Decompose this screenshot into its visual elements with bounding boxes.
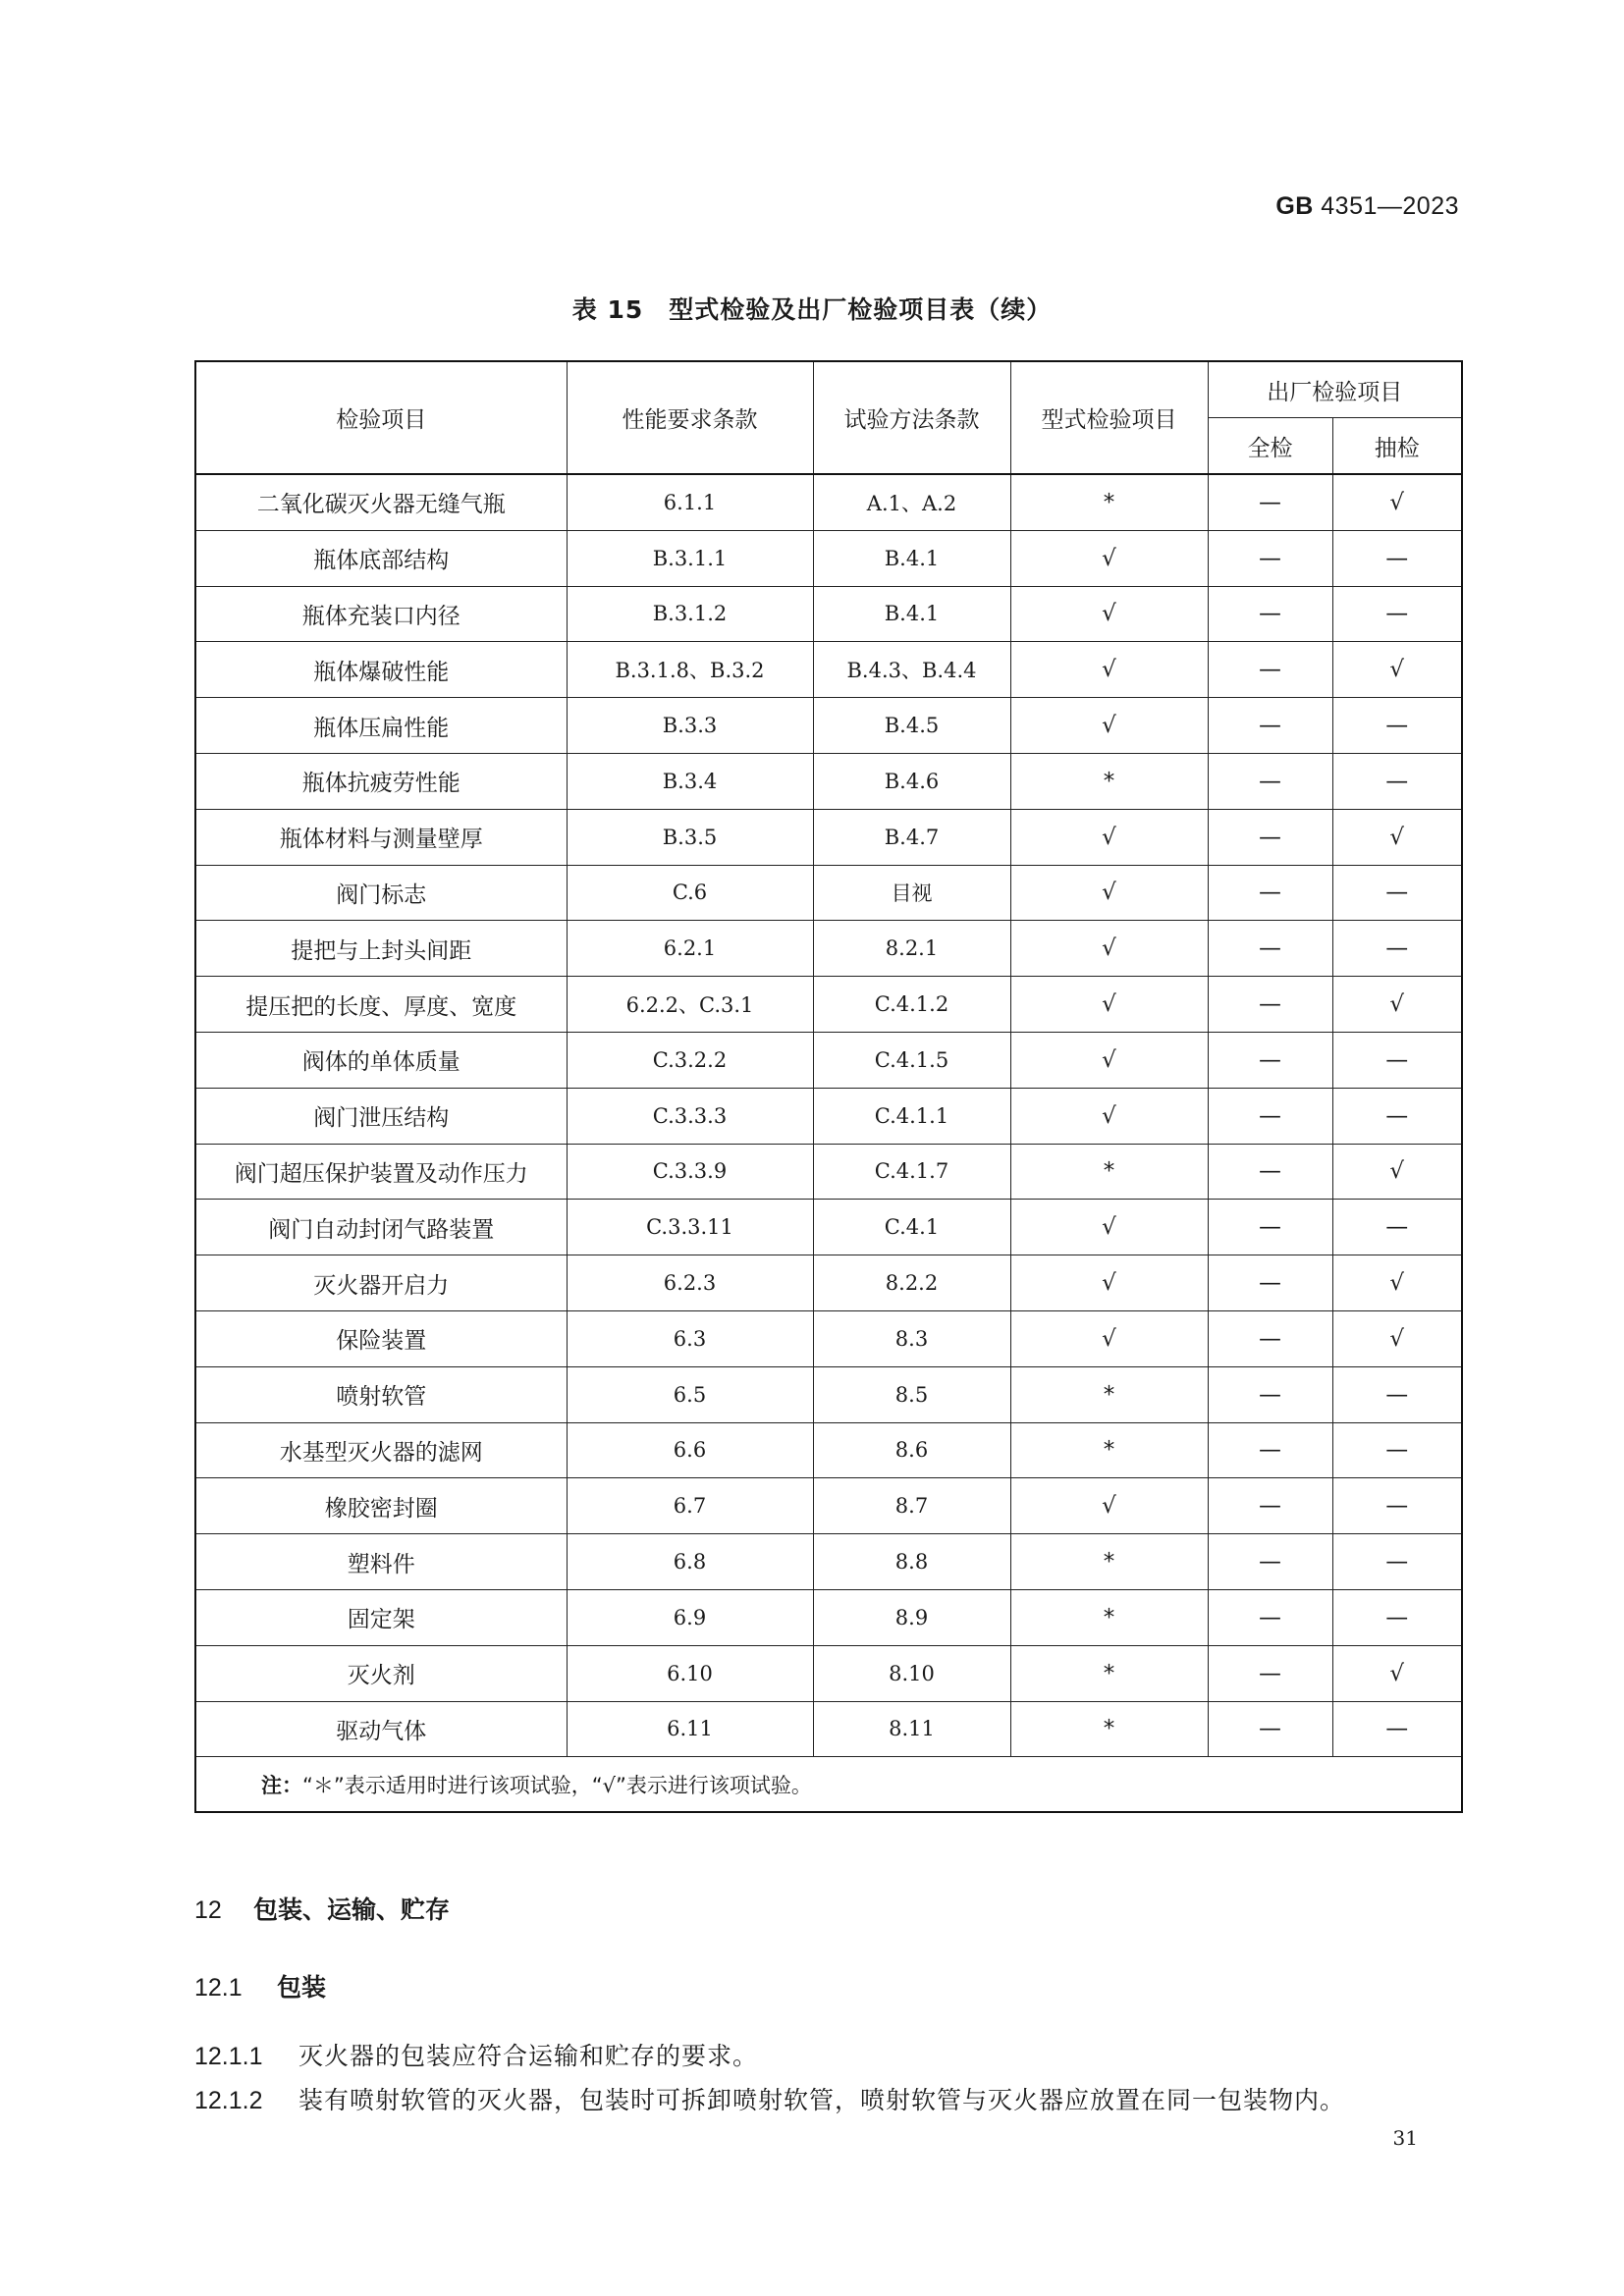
cell-full-check: — xyxy=(1208,1422,1332,1478)
cell-inspection-item: 驱动气体 xyxy=(195,1701,567,1757)
clause-text: 装有喷射软管的灭火器，包装时可拆卸喷射软管，喷射软管与灭火器应放置在同一包装物内。 xyxy=(298,2086,1346,2114)
cell-inspection-item: 提压把的长度、厚度、宽度 xyxy=(195,977,567,1033)
cell-type-test: * xyxy=(1010,753,1208,809)
cell-test-method-clause: C.4.1.1 xyxy=(813,1088,1010,1144)
cell-type-test: * xyxy=(1010,1534,1208,1590)
cell-sample-check: — xyxy=(1332,865,1462,921)
table-row xyxy=(195,865,1462,921)
cell-full-check: — xyxy=(1208,1200,1332,1255)
cell-inspection-item: 提把与上封头间距 xyxy=(195,921,567,977)
cell-full-check: — xyxy=(1208,1589,1332,1645)
cell-test-method-clause: 8.11 xyxy=(813,1701,1010,1757)
table-row xyxy=(195,1310,1462,1366)
table-row xyxy=(195,1088,1462,1144)
cell-inspection-item: 瓶体抗疲劳性能 xyxy=(195,753,567,809)
cell-test-method-clause: B.4.5 xyxy=(813,698,1010,754)
note-text: “＊”表示适用时进行该项试验，“√”表示进行该项试验。 xyxy=(302,1773,812,1797)
cell-test-method-clause: 目视 xyxy=(813,865,1010,921)
cell-sample-check: — xyxy=(1332,753,1462,809)
cell-full-check: — xyxy=(1208,1534,1332,1590)
header-performance-clause: 性能要求条款 xyxy=(567,361,813,474)
cell-full-check: — xyxy=(1208,586,1332,642)
cell-performance-clause: 6.2.2、C.3.1 xyxy=(567,977,813,1033)
cell-sample-check: — xyxy=(1332,530,1462,586)
cell-sample-check: — xyxy=(1332,1589,1462,1645)
cell-inspection-item: 瓶体材料与测量壁厚 xyxy=(195,809,567,865)
table-note xyxy=(195,1757,1462,1813)
table-row xyxy=(195,642,1462,698)
cell-full-check: — xyxy=(1208,1366,1332,1422)
cell-inspection-item: 塑料件 xyxy=(195,1534,567,1590)
cell-type-test: * xyxy=(1010,474,1208,530)
cell-performance-clause: C.3.3.11 xyxy=(567,1200,813,1255)
cell-test-method-clause: C.4.1 xyxy=(813,1200,1010,1255)
cell-performance-clause: B.3.4 xyxy=(567,753,813,809)
cell-type-test: * xyxy=(1010,1422,1208,1478)
cell-performance-clause: B.3.3 xyxy=(567,698,813,754)
cell-performance-clause: 6.5 xyxy=(567,1366,813,1422)
cell-full-check: — xyxy=(1208,1088,1332,1144)
cell-sample-check: √ xyxy=(1332,642,1462,698)
table-row xyxy=(195,1534,1462,1590)
cell-performance-clause: B.3.5 xyxy=(567,809,813,865)
cell-performance-clause: 6.1.1 xyxy=(567,474,813,530)
cell-sample-check: — xyxy=(1332,1478,1462,1534)
cell-type-test: √ xyxy=(1010,1310,1208,1366)
table-row xyxy=(195,474,1462,530)
cell-sample-check: — xyxy=(1332,586,1462,642)
cell-sample-check: √ xyxy=(1332,1310,1462,1366)
clause-12-1-1 xyxy=(194,2037,758,2072)
cell-full-check: — xyxy=(1208,530,1332,586)
cell-test-method-clause: 8.3 xyxy=(813,1310,1010,1366)
section-number: 12.1 xyxy=(194,1974,243,2002)
cell-sample-check: — xyxy=(1332,1701,1462,1757)
cell-sample-check: √ xyxy=(1332,1144,1462,1200)
section-number: 12 xyxy=(194,1896,222,1924)
cell-full-check: — xyxy=(1208,1478,1332,1534)
cell-full-check: — xyxy=(1208,1255,1332,1311)
cell-full-check: — xyxy=(1208,865,1332,921)
cell-performance-clause: 6.3 xyxy=(567,1310,813,1366)
cell-full-check: — xyxy=(1208,1701,1332,1757)
cell-performance-clause: B.3.1.1 xyxy=(567,530,813,586)
cell-test-method-clause: C.4.1.2 xyxy=(813,977,1010,1033)
header-sample-check: 抽检 xyxy=(1332,418,1462,475)
header-test-method-clause: 试验方法条款 xyxy=(813,361,1010,474)
cell-test-method-clause: C.4.1.7 xyxy=(813,1144,1010,1200)
cell-performance-clause: 6.11 xyxy=(567,1701,813,1757)
cell-performance-clause: C.3.3.3 xyxy=(567,1088,813,1144)
cell-inspection-item: 二氧化碳灭火器无缝气瓶 xyxy=(195,474,567,530)
note-label: 注： xyxy=(261,1773,302,1797)
cell-inspection-item: 阀门泄压结构 xyxy=(195,1088,567,1144)
cell-test-method-clause: 8.6 xyxy=(813,1422,1010,1478)
page-number: 31 xyxy=(1392,2126,1418,2150)
cell-type-test: √ xyxy=(1010,1032,1208,1088)
cell-inspection-item: 灭火器开启力 xyxy=(195,1255,567,1311)
table-row xyxy=(195,809,1462,865)
section-12-1-heading xyxy=(194,1968,326,2003)
cell-test-method-clause: 8.9 xyxy=(813,1589,1010,1645)
cell-full-check: — xyxy=(1208,698,1332,754)
cell-performance-clause: 6.2.3 xyxy=(567,1255,813,1311)
cell-sample-check: — xyxy=(1332,1422,1462,1478)
cell-performance-clause: 6.6 xyxy=(567,1422,813,1478)
cell-full-check: — xyxy=(1208,1144,1332,1200)
clause-12-1-2 xyxy=(194,2081,1345,2116)
cell-test-method-clause: B.4.1 xyxy=(813,530,1010,586)
cell-type-test: √ xyxy=(1010,865,1208,921)
cell-sample-check: √ xyxy=(1332,977,1462,1033)
cell-type-test: * xyxy=(1010,1645,1208,1701)
cell-inspection-item: 水基型灭火器的滤网 xyxy=(195,1422,567,1478)
section-title: 包装 xyxy=(277,1973,327,2002)
cell-sample-check: — xyxy=(1332,1534,1462,1590)
cell-performance-clause: 6.2.1 xyxy=(567,921,813,977)
table-row xyxy=(195,921,1462,977)
cell-inspection-item: 瓶体底部结构 xyxy=(195,530,567,586)
cell-performance-clause: C.6 xyxy=(567,865,813,921)
cell-sample-check: — xyxy=(1332,1088,1462,1144)
cell-inspection-item: 阀门自动封闭气路装置 xyxy=(195,1200,567,1255)
cell-performance-clause: C.3.3.9 xyxy=(567,1144,813,1200)
table-row xyxy=(195,1645,1462,1701)
cell-test-method-clause: C.4.1.5 xyxy=(813,1032,1010,1088)
cell-type-test: √ xyxy=(1010,977,1208,1033)
cell-inspection-item: 瓶体压扁性能 xyxy=(195,698,567,754)
cell-type-test: √ xyxy=(1010,1200,1208,1255)
table-row xyxy=(195,530,1462,586)
table-row xyxy=(195,1701,1462,1757)
section-12-heading xyxy=(194,1891,450,1926)
cell-full-check: — xyxy=(1208,809,1332,865)
cell-full-check: — xyxy=(1208,977,1332,1033)
cell-test-method-clause: B.4.6 xyxy=(813,753,1010,809)
cell-type-test: √ xyxy=(1010,1478,1208,1534)
standard-code: 4351—2023 xyxy=(1321,192,1459,220)
cell-test-method-clause: 8.5 xyxy=(813,1366,1010,1422)
cell-type-test: * xyxy=(1010,1144,1208,1200)
cell-test-method-clause: B.4.7 xyxy=(813,809,1010,865)
cell-performance-clause: B.3.1.2 xyxy=(567,586,813,642)
cell-test-method-clause: B.4.3、B.4.4 xyxy=(813,642,1010,698)
header-factory-test: 出厂检验项目 xyxy=(1208,361,1462,418)
cell-test-method-clause: 8.2.1 xyxy=(813,921,1010,977)
cell-type-test: √ xyxy=(1010,1255,1208,1311)
cell-sample-check: √ xyxy=(1332,809,1462,865)
cell-type-test: √ xyxy=(1010,530,1208,586)
cell-full-check: — xyxy=(1208,642,1332,698)
cell-inspection-item: 橡胶密封圈 xyxy=(195,1478,567,1534)
cell-inspection-item: 阀体的单体质量 xyxy=(195,1032,567,1088)
cell-test-method-clause: A.1、A.2 xyxy=(813,474,1010,530)
cell-type-test: √ xyxy=(1010,1088,1208,1144)
cell-full-check: — xyxy=(1208,1310,1332,1366)
cell-type-test: √ xyxy=(1010,642,1208,698)
cell-test-method-clause: 8.10 xyxy=(813,1645,1010,1701)
cell-sample-check: √ xyxy=(1332,1255,1462,1311)
cell-type-test: * xyxy=(1010,1366,1208,1422)
table-row xyxy=(195,977,1462,1033)
cell-test-method-clause: 8.2.2 xyxy=(813,1255,1010,1311)
clause-number: 12.1.1 xyxy=(194,2043,263,2070)
cell-inspection-item: 阀门标志 xyxy=(195,865,567,921)
cell-sample-check: √ xyxy=(1332,1645,1462,1701)
cell-full-check: — xyxy=(1208,474,1332,530)
table-row xyxy=(195,1032,1462,1088)
cell-performance-clause: 6.7 xyxy=(567,1478,813,1534)
table-row xyxy=(195,753,1462,809)
cell-performance-clause: C.3.2.2 xyxy=(567,1032,813,1088)
cell-performance-clause: 6.9 xyxy=(567,1589,813,1645)
cell-sample-check: — xyxy=(1332,1032,1462,1088)
clause-number: 12.1.2 xyxy=(194,2087,263,2114)
header-full-check: 全检 xyxy=(1208,418,1332,475)
cell-inspection-item: 喷射软管 xyxy=(195,1366,567,1422)
cell-full-check: — xyxy=(1208,1032,1332,1088)
cell-test-method-clause: 8.8 xyxy=(813,1534,1010,1590)
standard-number xyxy=(1275,192,1459,221)
cell-sample-check: — xyxy=(1332,1200,1462,1255)
cell-inspection-item: 瓶体充装口内径 xyxy=(195,586,567,642)
cell-type-test: √ xyxy=(1010,698,1208,754)
cell-performance-clause: 6.8 xyxy=(567,1534,813,1590)
header-type-test: 型式检验项目 xyxy=(1010,361,1208,474)
header-inspection-item: 检验项目 xyxy=(195,361,567,474)
cell-inspection-item: 瓶体爆破性能 xyxy=(195,642,567,698)
cell-full-check: — xyxy=(1208,921,1332,977)
cell-test-method-clause: B.4.1 xyxy=(813,586,1010,642)
cell-sample-check: — xyxy=(1332,698,1462,754)
table-row xyxy=(195,1255,1462,1311)
cell-type-test: √ xyxy=(1010,809,1208,865)
cell-full-check: — xyxy=(1208,753,1332,809)
cell-inspection-item: 固定架 xyxy=(195,1589,567,1645)
cell-sample-check: — xyxy=(1332,921,1462,977)
cell-inspection-item: 灭火剂 xyxy=(195,1645,567,1701)
section-title: 包装、运输、贮存 xyxy=(253,1896,451,1924)
cell-type-test: * xyxy=(1010,1589,1208,1645)
clause-text: 灭火器的包装应符合运输和贮存的要求。 xyxy=(298,2042,759,2070)
cell-sample-check: — xyxy=(1332,1366,1462,1422)
table-title: 表 15 型式检验及出厂检验项目表（续） xyxy=(571,295,1053,324)
table-row xyxy=(195,1200,1462,1255)
table-row xyxy=(195,698,1462,754)
cell-type-test: √ xyxy=(1010,921,1208,977)
cell-inspection-item: 保险装置 xyxy=(195,1310,567,1366)
cell-type-test: * xyxy=(1010,1701,1208,1757)
inspection-items-table xyxy=(194,360,1463,1813)
table-row xyxy=(195,1478,1462,1534)
cell-full-check: — xyxy=(1208,1645,1332,1701)
cell-type-test: √ xyxy=(1010,586,1208,642)
table-row xyxy=(195,586,1462,642)
table-row xyxy=(195,1589,1462,1645)
table-row xyxy=(195,1422,1462,1478)
cell-test-method-clause: 8.7 xyxy=(813,1478,1010,1534)
table-row xyxy=(195,1366,1462,1422)
table-body xyxy=(195,474,1462,1757)
cell-performance-clause: B.3.1.8、B.3.2 xyxy=(567,642,813,698)
table-row xyxy=(195,1144,1462,1200)
cell-sample-check: √ xyxy=(1332,474,1462,530)
cell-performance-clause: 6.10 xyxy=(567,1645,813,1701)
cell-inspection-item: 阀门超压保护装置及动作压力 xyxy=(195,1144,567,1200)
standard-prefix: GB xyxy=(1275,192,1314,220)
